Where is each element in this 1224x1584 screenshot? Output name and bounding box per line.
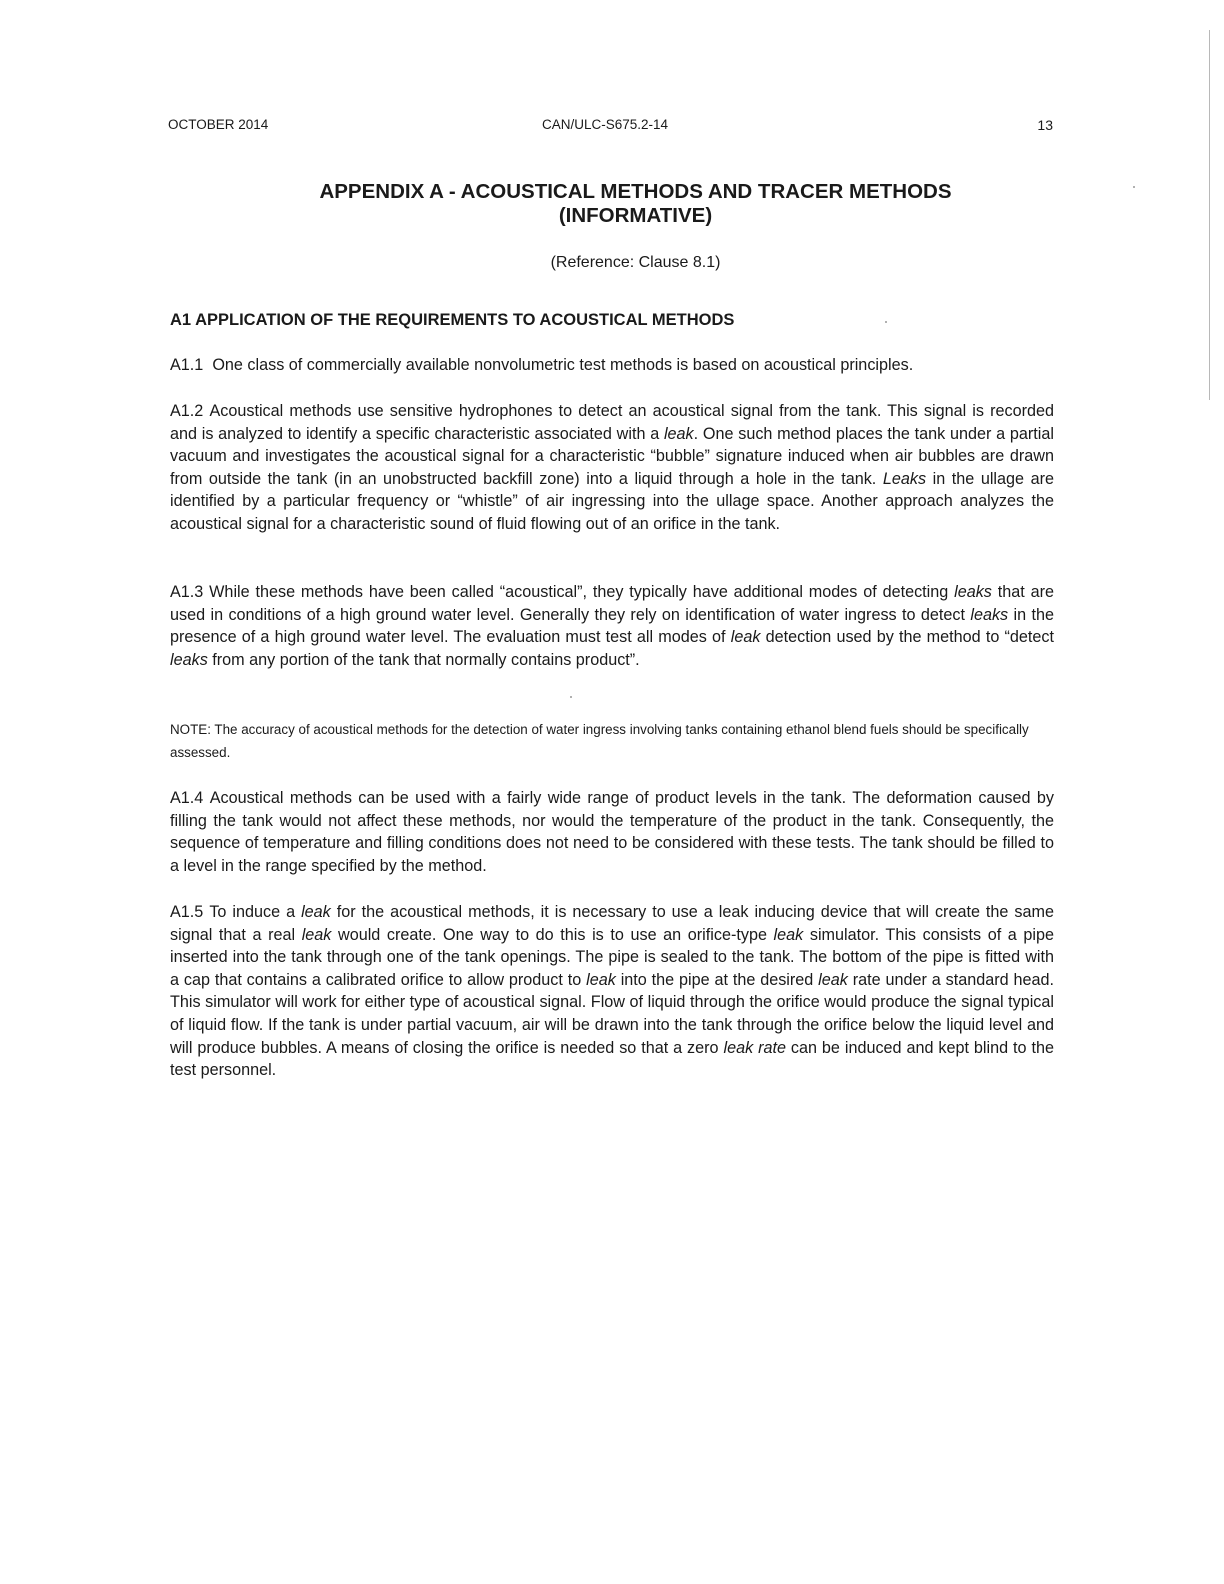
paragraph-text: into the pipe at the desired: [615, 970, 819, 989]
italic-term: leaks: [954, 583, 992, 601]
italic-term: leak: [301, 903, 331, 921]
paragraph-a1-4: [170, 787, 1054, 877]
paragraph-number: A1.1: [170, 356, 204, 374]
paragraph-a1-2: [170, 400, 1054, 536]
paragraph-text: can be induced and kept blind to the test personnel.: [170, 1038, 1054, 1080]
paragraph-number: A1.3: [170, 583, 204, 601]
paragraph-number: A1.2: [170, 402, 204, 420]
paragraph-number: A1.5: [170, 903, 204, 921]
paragraph-text: simulator. This consists of a pipe inserted into the tank through one of the tank openings. The pipe is sealed to the tank. The bottom of the pipe is fitted with a cap that contains a calibrated orifice to allow product to: [170, 925, 1054, 989]
italic-term: Leaks: [882, 469, 927, 488]
italic-term: leak: [730, 628, 761, 647]
italic-term: leak rate: [723, 1038, 786, 1057]
header-date: OCTOBER 2014: [168, 117, 269, 132]
appendix-title: [168, 180, 1053, 228]
italic-term: leak: [818, 970, 848, 989]
title-line-2: (INFORMATIVE): [558, 204, 713, 227]
reference-line: (Reference: Clause 8.1): [550, 254, 721, 271]
scan-speck: [570, 696, 572, 698]
paragraph-a1-5: [170, 901, 1054, 1082]
italic-term: leaks: [170, 650, 208, 669]
header-standard: CAN/ULC-S675.2-14: [542, 117, 669, 132]
page-number: 13: [1037, 117, 1053, 133]
scan-speck: [1133, 186, 1135, 188]
paragraph-text: in the presence of a high ground water level. The evaluation must test all modes of: [170, 605, 1054, 647]
paragraph-number: A1.4: [170, 789, 204, 807]
paragraph-text: would create. One way to do this is to use an orifice-type: [331, 925, 774, 944]
paragraph-text: from any portion of the tank that normally contains product”.: [207, 650, 640, 669]
page-header: [168, 117, 1053, 137]
italic-term: leak: [773, 925, 804, 944]
paragraph-a1-3: [170, 581, 1054, 671]
paragraph-text: To induce a: [209, 903, 302, 921]
italic-term: leaks: [970, 605, 1009, 624]
italic-term: leak: [301, 925, 332, 944]
scan-edge-line: [1209, 30, 1210, 400]
italic-term: leak: [663, 424, 694, 443]
paragraph-text: While these methods have been called “acoustical”, they typically have additional modes of detecting: [209, 583, 955, 601]
paragraph-text: Acoustical methods use sensitive hydrophones to detect an acoustical signal from the tank. This signal is recorded and is analyzed to identify a specific characteristic associated with a: [170, 402, 1055, 443]
italic-term: leak: [586, 970, 616, 989]
paragraph-text: that are used in conditions of a high ground water level. Generally they rely on identification of water ingress to detect: [170, 583, 1054, 624]
paragraph-text: One class of commercially available nonvolumetric test methods is based on acoustical principles.: [212, 356, 914, 374]
title-line-1: APPENDIX A - ACOUSTICAL METHODS AND TRACER METHODS: [319, 180, 952, 203]
paragraph-text: rate under a standard head. This simulator will work for either type of acoustical signal. Flow of liquid through the orifice would produce the signal typical of liquid flow. If the tank is under partial vacuum, air will be drawn into the tank through the orifice below the liquid level and will produce bubbles. A means of closing the orifice is needed so that a zero: [170, 970, 1054, 1057]
section-heading: A1 APPLICATION OF THE REQUIREMENTS TO ACOUSTICAL METHODS: [170, 311, 735, 329]
paragraph-a1-1: [170, 354, 1054, 377]
paragraph-text: detection used by the method to “detect: [760, 628, 1054, 647]
paragraph-text: for the acoustical methods, it is necessary to use a leak inducing device that will create the same signal that a real: [170, 903, 1055, 944]
paragraph-text: in the ullage are identified by a particular frequency or “whistle” of air ingressing into the ullage space. Another approach analyzes the acoustical signal for a characteristic sound of fluid flowing out of an orifice in the tank.: [170, 469, 1054, 533]
paragraph-text: . One such method places the tank under a partial vacuum and investigates the acoustical signal for a characteristic “bubble” signature induced when air bubbles are drawn from outside the tank (in an unobstructed backfill zone) into a liquid through a hole in the tank.: [170, 424, 1054, 488]
note-text: NOTE: The accuracy of acoustical methods for the detection of water ingress involving tanks containing ethanol blend fuels should be specifically assessed.: [170, 722, 1029, 760]
scan-speck: [885, 321, 887, 323]
paragraph-text: Acoustical methods can be used with a fairly wide range of product levels in the tank. The deformation caused by filling the tank would not affect these methods, nor would the temperature of the product in the tank. Consequently, the sequence of temperature and filling conditions does not need to be considered with these tests. The tank should be filled to a level in the range specified by the method.: [170, 789, 1054, 875]
